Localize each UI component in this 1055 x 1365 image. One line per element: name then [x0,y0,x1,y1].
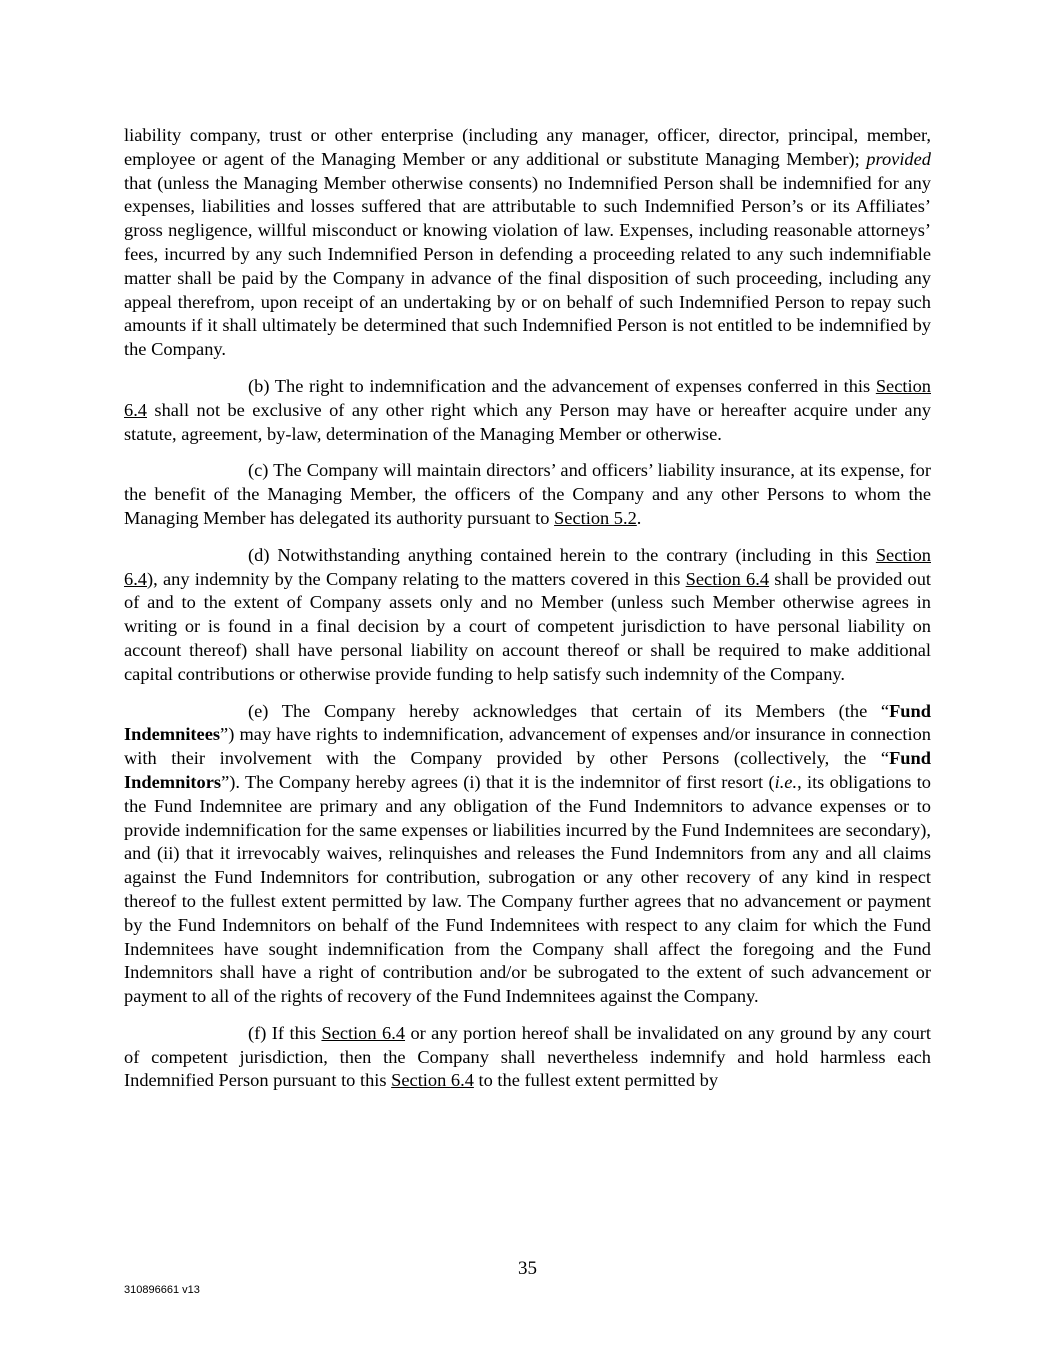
page-number: 35 [518,1258,537,1279]
text: (d) Notwithstanding anything contained herein to the contrary (including in this [248,544,876,565]
section-reference: Section 5.2 [554,507,637,528]
text: or any portion hereof shall be invalidated on any ground by any court of competent jurisdiction, then the Company shall nevertheless indemnify and hold harmless each Indemnified Person pursuant to this [124,1022,931,1091]
paragraph-f [124,1022,931,1093]
text: (f) If this [248,1022,322,1043]
paragraph-c [124,459,931,530]
text: , its obligations to the Fund Indemnitee are primary and any obligation of the Fund Indemnitors to advance expenses or to provide indemnification for the same expenses or liabilities incurred by the Fund Indemnitees are secondary), and (ii) that it irrevocably waives, relinquishes and releases the Fund Indemnitors from any and all claims against the Fund Indemnitors for contribution, subrogation or any other recovery of any kind in respect thereof to the fullest extent permitted by law. The Company further agrees that no advancement or payment by the Fund Indemnitors on behalf of the Fund Indemnitees with respect to any claim for which the Fund Indemnitees have sought indemnification from the Company shall affect the foregoing and the Fund Indemnitors shall have a right of contribution and/or be subrogated to the extent of such advancement or payment to all of the rights of recovery of the Fund Indemnitees against the Company. [124,771,931,1007]
section-reference: Section 6.4 [124,375,931,420]
paragraph-b [124,375,931,446]
section-reference: Section 6.4 [685,568,770,589]
text: (c) The Company will maintain directors’ and officers’ liability insurance, at its expense, for the benefit of the Managing Member, the officers of the Company and any other Persons to whom the Managing Member has delegated its authority pursuant to [124,460,931,528]
paragraph-d [124,544,931,687]
text: liability company, trust or other enterprise (including any manager, officer, director, principal, member, employee or agent of the Managing Member or any additional or substitute Managing Member); [124,125,931,169]
text: . [636,507,642,528]
section-reference: Section 6.4 [321,1022,406,1043]
text: (e) The Company hereby acknowledges that certain of its Members (the “ [248,700,890,721]
text: that (unless the Managing Member otherwise consents) no Indemnified Person shall be indemnified for any expenses, liabilities and losses suffered that are attributable to such Indemnified Person’s or its Affiliates’ gross negligence, willful misconduct or knowing violation of law. Expenses, including reasonable attorneys’ fees, incurred by any such Indemnified Person in defending a proceeding related to any such indemnifiable matter shall be paid by the Company in advance of the final disposition of such proceeding, including any appeal therefrom, upon receipt of an undertaking by or on behalf of such Indemnified Person to repay such amounts if it shall ultimately be determined that such Indemnified Person is not entitled to be indemnified by the Company. [124,172,931,360]
text: ”) may have rights to indemnification, advancement of expenses and/or insurance in connection with their involvement with the Company provided by other Persons (collectively, the “ [124,724,931,769]
italic-term: i.e. [774,771,798,792]
defined-term: Fund Indemnitees [124,700,931,745]
section-reference: Section 6.4 [124,544,931,589]
paragraph-e [124,700,931,1009]
text: (b) The right to indemnification and the advancement of expenses conferred in this [248,375,876,396]
text: shall be provided out of and to the extent of Company assets only and no Member (unless such Member otherwise agrees in writing or is found in a final decision by a court of competent jurisdiction to have personal liability on account thereof) shall have personal liability on account thereof or shall be required to make additional capital contributions or otherwise provide funding to help satisfy such indemnity of the Company. [124,568,932,684]
defined-term: Fund Indemnitors [124,748,931,792]
section-reference: Section 6.4 [391,1070,474,1091]
text: shall not be exclusive of any other right which any Person may have or hereafter acquire under any statute, agreement, by-law, determination of the Managing Member or otherwise. [124,399,931,444]
text: ), any indemnity by the Company relating to the matters covered in this [147,568,686,589]
text: ”). The Company hereby agrees (i) that it is the indemnitor of first resort ( [221,771,775,792]
document-body [124,124,931,1106]
document-id: 310896661 v13 [124,1284,200,1296]
paragraph-continuation [124,124,931,362]
text: to the fullest extent permitted by [473,1070,719,1091]
italic-term: provided [866,148,931,169]
